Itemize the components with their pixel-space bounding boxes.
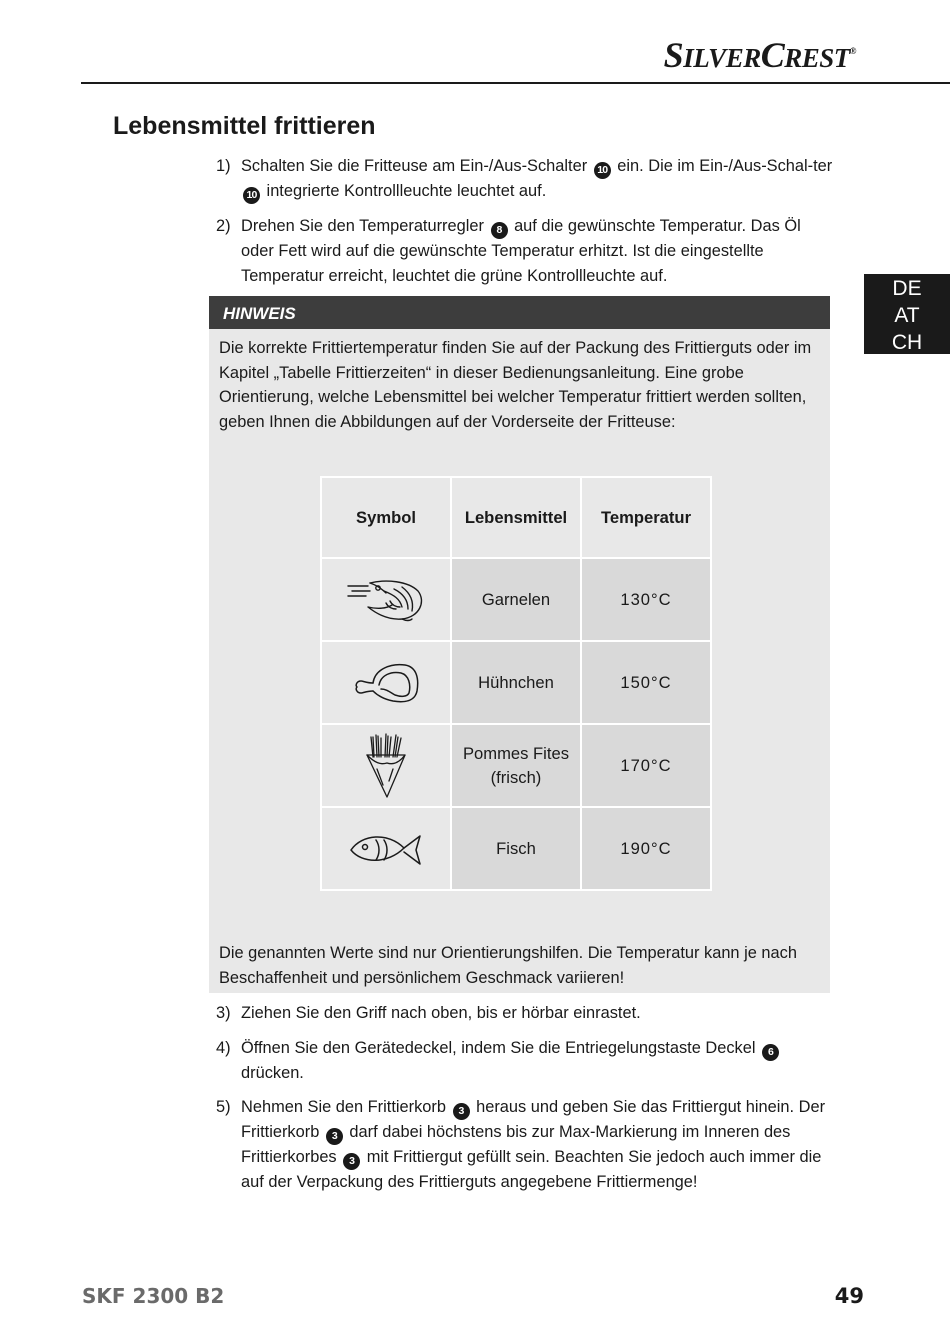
food-cell: Garnelen (451, 558, 581, 641)
temperature-cell: 190°C (581, 807, 711, 890)
steps-top (216, 154, 836, 298)
symbol-cell (321, 641, 451, 724)
fish-icon (348, 830, 424, 868)
symbol-cell (321, 558, 451, 641)
table-row (321, 558, 711, 641)
power-switch-badge: 10 (243, 187, 260, 204)
step-2: 2) Drehen Sie den Temperaturregler 8 auf die gewünschte Temperatur. Das Öl oder Fett wird auf die gewünschte Temperatur erhitzt. Ist die eingestellte Temperatur erreicht, leuchtet die grüne Kontrollleuchte auf. (216, 217, 801, 285)
table-header-row (321, 477, 711, 558)
steps-bottom (216, 1001, 836, 1205)
lang-de: DE (892, 277, 922, 300)
language-tab (864, 274, 950, 354)
food-cell: Hühnchen (451, 641, 581, 724)
table-row (321, 641, 711, 724)
temperature-table (320, 476, 712, 891)
note-intro: Die korrekte Frittiertemperatur finden Sie auf der Packung des Frittierguts oder im Kapitel „Tabelle Frittierzeiten“ in dieser Bedienungsanleitung. Eine grobe Orientierung, welche Lebensmittel bei welcher Temperatur frittiert werden sollten, geben Ihnen die Abbildungen auf der Vorderseite der Fritteuse: (219, 339, 812, 431)
note-box (209, 296, 830, 993)
table-row (321, 807, 711, 890)
basket-badge: 3 (326, 1128, 343, 1145)
temperature-knob-badge: 8 (491, 222, 508, 239)
symbol-cell (321, 724, 451, 807)
lang-ch: CH (891, 331, 923, 354)
lid-release-badge: 6 (762, 1044, 779, 1061)
table-row (321, 724, 711, 807)
header-symbol: Symbol (321, 477, 451, 558)
french-fries-icon (361, 733, 411, 799)
basket-badge: 3 (453, 1103, 470, 1120)
step-4: 4) Öffnen Sie den Gerätedeckel, indem Sie die Entriegelungstaste Deckel 6 drücken. (216, 1036, 836, 1086)
power-switch-badge: 10 (594, 162, 611, 179)
brand-logo: SILVERCREST® (663, 35, 856, 75)
header-food: Lebensmittel (451, 477, 581, 558)
step-5: 5) Nehmen Sie den Frittierkorb 3 heraus und geben Sie das Frittiergut hinein. Der Frittierkorb 3 darf dabei höchstens bis zur Max-Markierung im Inneren des Frittierkorbes 3 mit Frittiergut gefüllt sein. Beachten Sie jedoch auch immer die auf der Verpackung des Frittierguts angegebene Frittiermenge! (216, 1098, 826, 1191)
symbol-cell (321, 807, 451, 890)
page-number: 49 (834, 1284, 864, 1308)
note-outro: Die genannten Werte sind nur Orientierungshilfen. Die Temperatur kann je nach Beschaffenheit und persönlichem Geschmack variieren! (219, 944, 797, 987)
step-1: 1) Schalten Sie die Fritteuse am Ein-/Aus-Schalter 10 ein. Die im Ein-/Aus-Schal-ter 10 integrierte Kontrollleuchte leuchtet auf. (216, 154, 836, 204)
shrimp-icon (346, 577, 426, 623)
temperature-cell: 170°C (581, 724, 711, 807)
note-heading: HINWEIS (209, 296, 830, 329)
temperature-cell: 130°C (581, 558, 711, 641)
header-temperature: Temperatur (581, 477, 711, 558)
step-3: 3) Ziehen Sie den Griff nach oben, bis er hörbar einrastet. (216, 1004, 641, 1022)
food-cell: Pommes Fites (frisch) (451, 724, 581, 807)
section-title: Lebensmittel frittieren (113, 112, 376, 140)
food-cell: Fisch (451, 807, 581, 890)
basket-badge: 3 (343, 1153, 360, 1170)
temperature-cell: 150°C (581, 641, 711, 724)
footer-model: SKF 2300 B2 (82, 1284, 225, 1308)
chicken-leg-icon (351, 661, 421, 705)
header-rule (81, 82, 950, 84)
lang-at: AT (894, 304, 920, 327)
